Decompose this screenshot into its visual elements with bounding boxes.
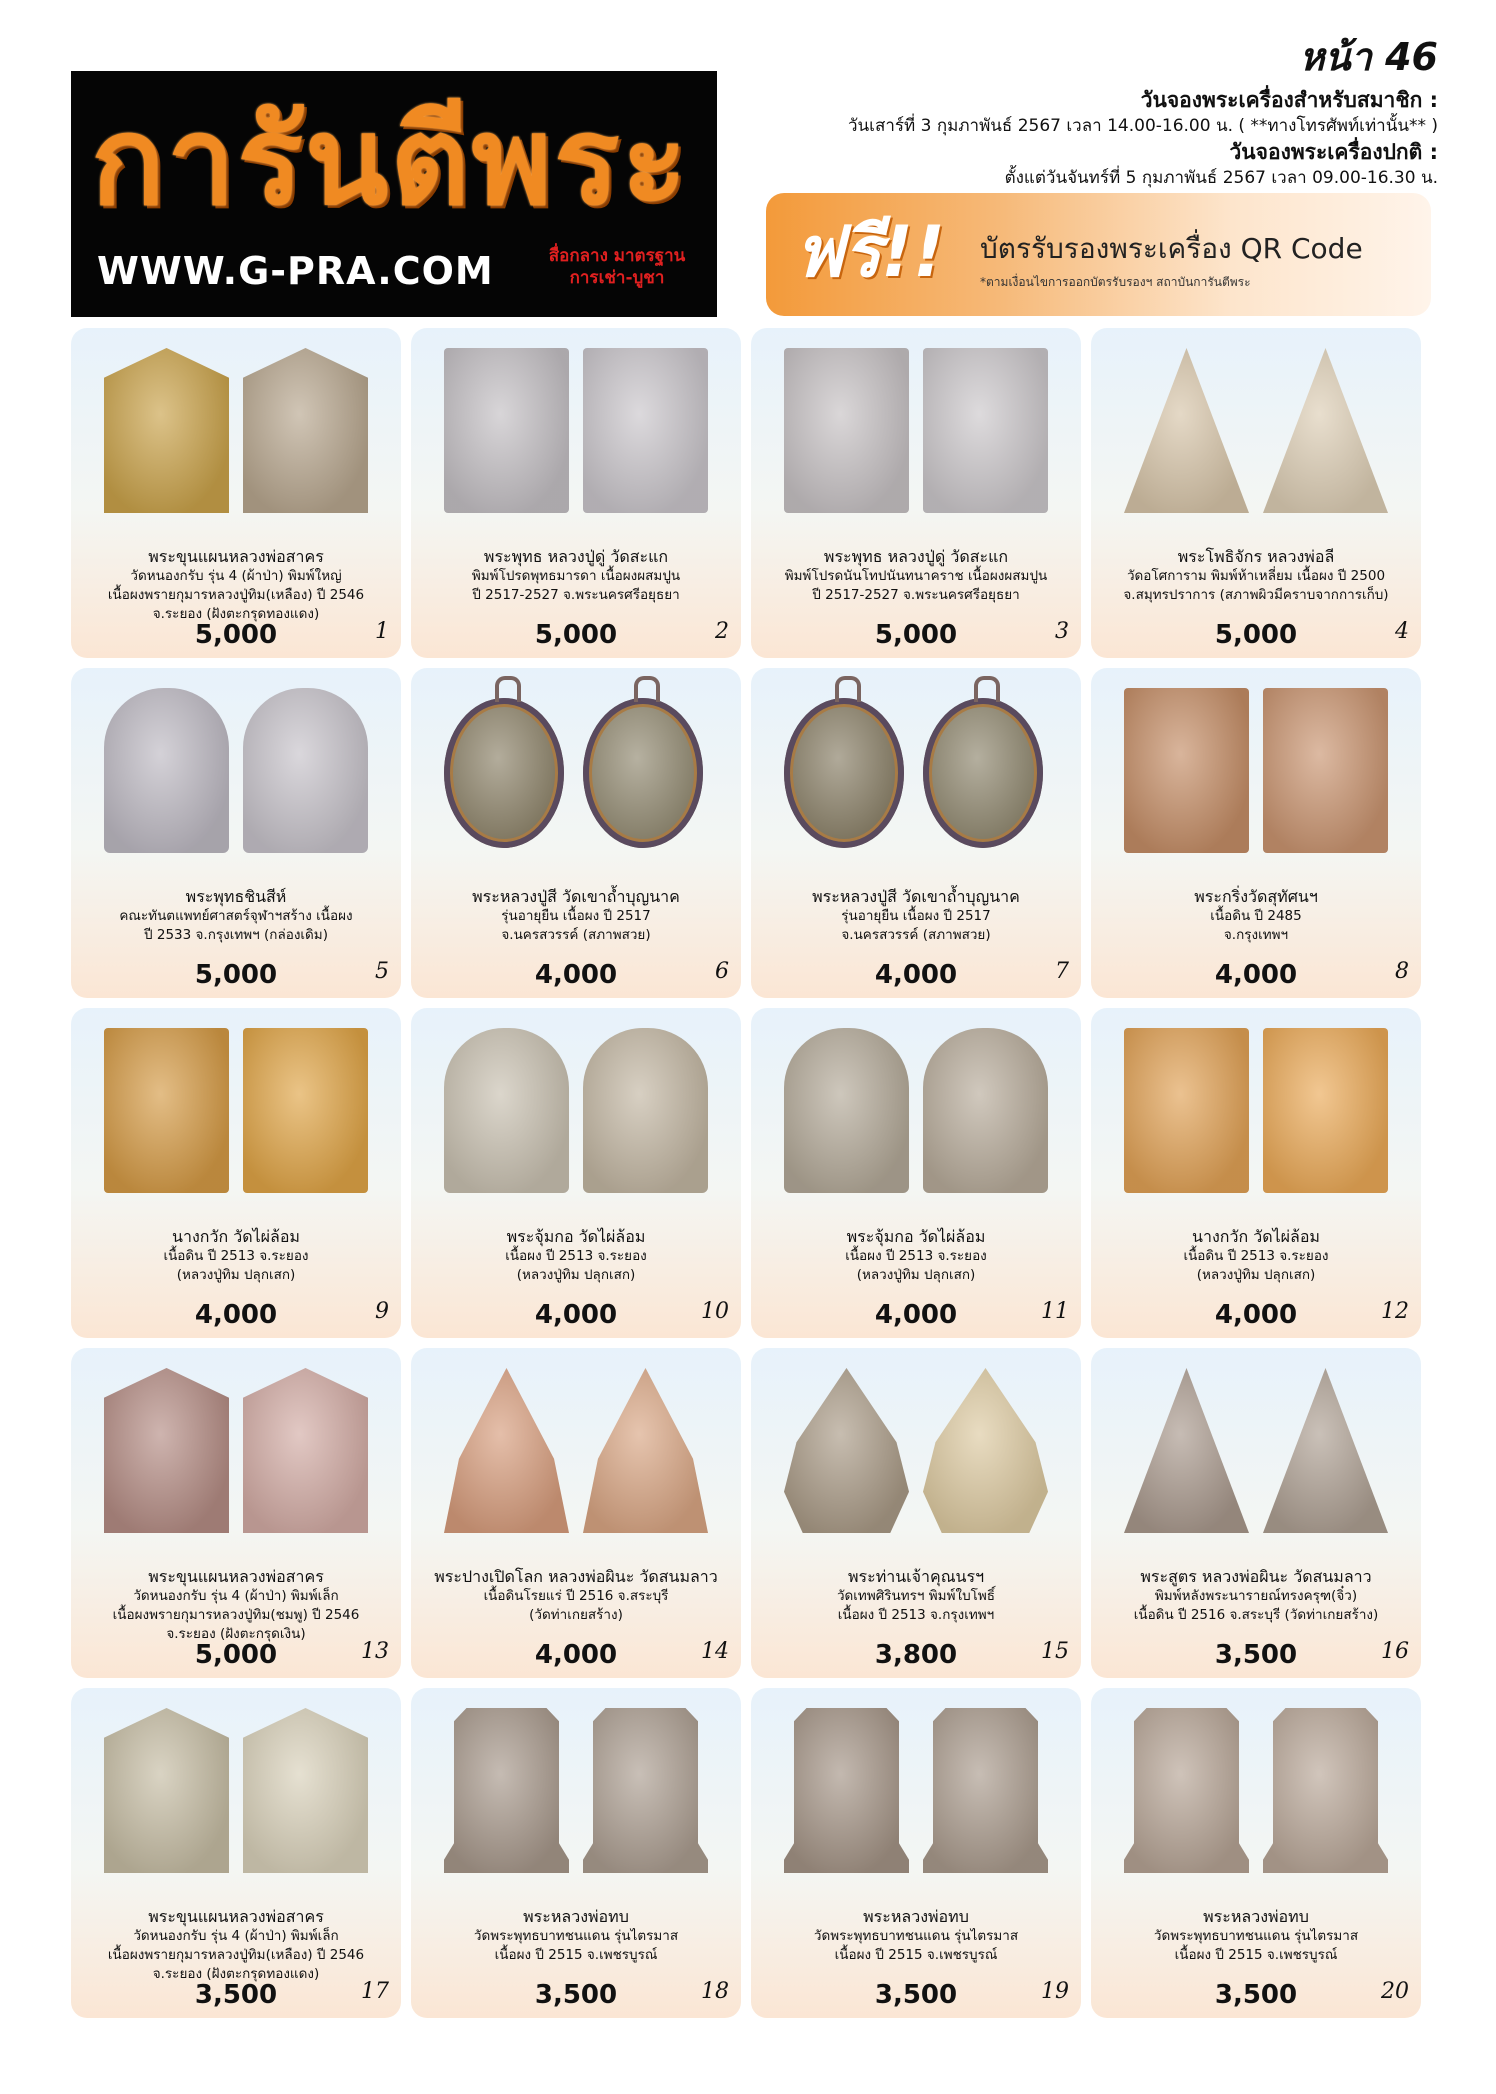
item-number: 9 xyxy=(375,1299,389,1324)
amulet-detail-line: วัดหนองกรับ รุ่น 4 (ผ้าป่า) พิมพ์เล็ก xyxy=(133,1928,339,1944)
amulet-detail-line: วัดพระพุทธบาทชนแดน รุ่นไตรมาส xyxy=(813,1928,1019,1944)
amulet-card[interactable] xyxy=(411,668,741,998)
amulet-detail-line: รุ่นอายุยืน เนื้อผง ปี 2517 xyxy=(501,908,651,924)
amulet-description xyxy=(77,1566,395,1644)
amulet-detail-line: วัดเทพศิรินทรฯ พิมพ์ใบโพธิ์ xyxy=(836,1588,996,1604)
amulet-description xyxy=(757,1566,1075,1625)
amulet-detail-line: เนื้อดิน ปี 2513 จ.ระยอง xyxy=(163,1248,309,1264)
amulet-card[interactable] xyxy=(71,1008,401,1338)
amulet-detail-line: ปี 2517-2527 จ.พระนครศรีอยุธยา xyxy=(472,587,680,603)
amulet-description xyxy=(1097,1906,1415,1965)
amulet-name: พระสูตร หลวงพ่อผินะ วัดสนมลาว xyxy=(1140,1567,1372,1586)
amulet-detail-line: วัดพระพุทธบาทชนแดน รุ่นไตรมาส xyxy=(473,1928,679,1944)
amulet-description xyxy=(77,1226,395,1285)
amulet-detail-line: เนื้อผงพรายกุมารหลวงปู่ทิม(ชมพู) ปี 2546 xyxy=(112,1607,360,1623)
amulet-name: พระกริ่งวัดสุทัศนฯ xyxy=(1194,887,1318,906)
amulet-detail-line: เนื้อผง ปี 2515 จ.เพชรบูรณ์ xyxy=(834,1947,998,1963)
amulet-detail-line: จ.สมุทรปราการ (สภาพผิวมีคราบจากการเก็บ) xyxy=(1123,587,1389,603)
member-booking-time: วันเสาร์ที่ 3 กุมภาพันธ์ 2567 เวลา 14.00-16.00 น. ( **ทางโทรศัพท์เท่านั้น** ) xyxy=(847,116,1438,136)
amulet-description xyxy=(77,886,395,945)
item-number: 2 xyxy=(715,619,729,644)
amulet-price: 3,500 xyxy=(534,1980,618,2010)
amulet-front-image xyxy=(1124,1708,1249,1873)
amulet-detail-line: พิมพ์หลังพระนารายณ์ทรงครุฑ(จิ๋ว) xyxy=(1154,1588,1358,1604)
amulet-front-image xyxy=(104,348,229,513)
amulet-detail-line: คณะทันตแพทย์ศาสตร์จุฬาฯสร้าง เนื้อผง xyxy=(119,908,353,924)
pendant-bail xyxy=(634,676,660,702)
amulet-price: 3,500 xyxy=(874,1980,958,2010)
pendant-bail xyxy=(835,676,861,702)
amulet-front-image xyxy=(444,698,564,848)
amulet-detail-line: จ.ระยอง (ฝังตะกรุดทองแดง) xyxy=(152,606,320,622)
amulet-name: พระหลวงปู่สี วัดเขาถ้ำบุญนาค xyxy=(812,887,1020,906)
amulet-back-image xyxy=(583,698,703,848)
amulet-case-frame xyxy=(583,698,703,848)
amulet-card[interactable] xyxy=(71,668,401,998)
amulet-back-image xyxy=(1263,1368,1388,1533)
amulet-front-image xyxy=(104,1708,229,1873)
amulet-price: 5,000 xyxy=(194,620,278,650)
amulet-detail-line: วัดพระพุทธบาทชนแดน รุ่นไตรมาส xyxy=(1153,1928,1359,1944)
amulet-grid xyxy=(71,328,1421,2018)
item-number: 20 xyxy=(1381,1979,1409,2004)
amulet-front-image xyxy=(1124,688,1249,853)
amulet-name: นางกวัก วัดไผ่ล้อม xyxy=(172,1227,300,1246)
amulet-price: 4,000 xyxy=(874,960,958,990)
amulet-description xyxy=(757,1906,1075,1965)
amulet-front-image xyxy=(444,348,569,513)
amulet-price: 3,800 xyxy=(874,1640,958,1670)
amulet-front-image xyxy=(784,698,904,848)
amulet-front-image xyxy=(104,1368,229,1533)
amulet-back-image xyxy=(243,348,368,513)
amulet-back-image xyxy=(1263,348,1388,513)
pendant-bail xyxy=(974,676,1000,702)
amulet-detail-line: เนื้อผง ปี 2513 จ.ระยอง xyxy=(845,1248,987,1264)
amulet-price: 4,000 xyxy=(1214,1300,1298,1330)
booking-info xyxy=(678,86,1438,190)
amulet-detail-line: เนื้อผง ปี 2515 จ.เพชรบูรณ์ xyxy=(494,1947,658,1963)
amulet-name: พระหลวงพ่อทบ xyxy=(1203,1907,1309,1926)
amulet-description xyxy=(417,1226,735,1285)
amulet-detail-line: จ.นครสวรรค์ (สภาพสวย) xyxy=(841,927,991,943)
amulet-back-image xyxy=(923,1028,1048,1193)
amulet-detail-line: ปี 2533 จ.กรุงเทพฯ (กล่องเดิม) xyxy=(144,927,328,943)
amulet-price: 5,000 xyxy=(1214,620,1298,650)
item-number: 3 xyxy=(1055,619,1069,644)
amulet-name: พระขุนแผนหลวงพ่อสาคร xyxy=(148,547,324,566)
amulet-back-image xyxy=(243,1028,368,1193)
amulet-back-image xyxy=(243,688,368,853)
amulet-price: 5,000 xyxy=(194,1640,278,1670)
amulet-name: พระพุทธ หลวงปู่ดู่ วัดสะแก xyxy=(483,547,669,566)
amulet-detail-line: ปี 2517-2527 จ.พระนครศรีอยุธยา xyxy=(812,587,1020,603)
logo-tagline-line: การเช่า-บูชา xyxy=(569,268,665,288)
amulet-price: 5,000 xyxy=(194,960,278,990)
amulet-front-image xyxy=(784,1028,909,1193)
amulet-detail-line: จ.กรุงเทพฯ xyxy=(1223,927,1289,943)
amulet-detail-line: (วัดท่าเกยสร้าง) xyxy=(529,1607,623,1623)
item-number: 4 xyxy=(1395,619,1409,644)
amulet-detail-line: พิมพ์โปรดพุทธมารดา เนื้อผงผสมปูน xyxy=(471,568,681,584)
amulet-description xyxy=(417,1906,735,1965)
amulet-detail-line: จ.ระยอง (ฝังตะกรุดเงิน) xyxy=(166,1626,306,1642)
item-number: 8 xyxy=(1395,959,1409,984)
amulet-card[interactable] xyxy=(751,668,1081,998)
amulet-description xyxy=(77,546,395,624)
logo-url[interactable]: WWW.G-PRA.COM xyxy=(97,249,494,293)
amulet-price: 3,500 xyxy=(194,1980,278,2010)
amulet-front-image xyxy=(104,1028,229,1193)
item-number: 17 xyxy=(361,1979,389,2004)
amulet-name: พระจุ้มกอ วัดไผ่ล้อม xyxy=(506,1227,646,1246)
amulet-detail-line: เนื้อดิน ปี 2516 จ.สระบุรี (วัดท่าเกยสร้าง) xyxy=(1133,1607,1379,1623)
amulet-name: พระขุนแผนหลวงพ่อสาคร xyxy=(148,1567,324,1586)
promo-free-label: ฟรี!! xyxy=(794,211,946,293)
amulet-card[interactable] xyxy=(411,328,741,658)
amulet-card[interactable] xyxy=(751,1688,1081,2018)
amulet-card[interactable] xyxy=(411,1348,741,1678)
amulet-detail-line: รุ่นอายุยืน เนื้อผง ปี 2517 xyxy=(841,908,991,924)
amulet-price: 3,500 xyxy=(1214,1640,1298,1670)
amulet-detail-line: เนื้อดิน ปี 2513 จ.ระยอง xyxy=(1183,1248,1329,1264)
amulet-detail-line: เนื้อผง ปี 2513 จ.ระยอง xyxy=(505,1248,647,1264)
amulet-front-image xyxy=(1124,1368,1249,1533)
amulet-detail-line: (หลวงปู่ทิม ปลุกเสก) xyxy=(516,1267,636,1283)
amulet-card[interactable] xyxy=(1091,1688,1421,2018)
member-booking-heading: วันจองพระเครื่องสำหรับสมาชิก : xyxy=(1140,88,1438,112)
qr-certificate-promo xyxy=(766,193,1431,316)
amulet-back-image xyxy=(583,348,708,513)
amulet-card[interactable] xyxy=(1091,1348,1421,1678)
amulet-description xyxy=(1097,1566,1415,1625)
amulet-name: พระท่านเจ้าคุณนรฯ xyxy=(847,1567,985,1586)
amulet-description xyxy=(417,1566,735,1625)
promo-note: *ตามเงื่อนไขการออกบัตรรับรองฯ สถาบันการันตีพระ xyxy=(980,275,1251,289)
amulet-description xyxy=(417,546,735,605)
amulet-description xyxy=(417,886,735,945)
amulet-description xyxy=(757,1226,1075,1285)
amulet-front-image xyxy=(1124,348,1249,513)
amulet-card[interactable] xyxy=(751,328,1081,658)
amulet-front-image xyxy=(1124,1028,1249,1193)
amulet-card[interactable] xyxy=(71,1688,401,2018)
amulet-card[interactable] xyxy=(1091,1008,1421,1338)
amulet-detail-line: เนื้อผงพรายกุมารหลวงปู่ทิม(เหลือง) ปี 2546 xyxy=(107,1947,365,1963)
amulet-detail-line: จ.นครสวรรค์ (สภาพสวย) xyxy=(501,927,651,943)
amulet-case-frame xyxy=(444,698,564,848)
amulet-name: พระขุนแผนหลวงพ่อสาคร xyxy=(148,1907,324,1926)
amulet-card[interactable] xyxy=(1091,668,1421,998)
amulet-back-image xyxy=(583,1028,708,1193)
amulet-name: พระหลวงพ่อทบ xyxy=(863,1907,969,1926)
amulet-front-image xyxy=(784,1708,909,1873)
amulet-price: 4,000 xyxy=(534,960,618,990)
amulet-detail-line: เนื้อดินโรยแร่ ปี 2516 จ.สระบุรี xyxy=(483,1588,669,1604)
amulet-description xyxy=(1097,1226,1415,1285)
amulet-case-frame xyxy=(784,698,904,848)
amulet-name: พระพุทธ หลวงปู่ดู่ วัดสะแก xyxy=(823,547,1009,566)
logo-title: การันตีพระ xyxy=(91,90,690,232)
amulet-price: 4,000 xyxy=(534,1300,618,1330)
normal-booking-heading: วันจองพระเครื่องปกติ : xyxy=(1229,140,1438,164)
amulet-description xyxy=(1097,886,1415,945)
item-number: 15 xyxy=(1041,1639,1069,1664)
amulet-card[interactable] xyxy=(751,1008,1081,1338)
normal-booking-time: ตั้งแต่วันจันทร์ที่ 5 กุมภาพันธ์ 2567 เวลา 09.00-16.30 น. xyxy=(1004,168,1438,188)
amulet-detail-line: วัดหนองกรับ รุ่น 4 (ผ้าป่า) พิมพ์ใหญ่ xyxy=(130,568,342,584)
page-number: หน้า 46 xyxy=(1299,35,1438,79)
amulet-back-image xyxy=(1263,1028,1388,1193)
amulet-description xyxy=(77,1906,395,1984)
amulet-detail-line: (หลวงปู่ทิม ปลุกเสก) xyxy=(1196,1267,1316,1283)
amulet-front-image xyxy=(784,348,909,513)
item-number: 14 xyxy=(701,1639,729,1664)
amulet-card[interactable] xyxy=(411,1008,741,1338)
amulet-price: 4,000 xyxy=(874,1300,958,1330)
logo-tagline xyxy=(527,245,707,289)
amulet-front-image xyxy=(784,1368,909,1533)
amulet-front-image xyxy=(444,1368,569,1533)
amulet-detail-line: วัดหนองกรับ รุ่น 4 (ผ้าป่า) พิมพ์เล็ก xyxy=(133,1588,339,1604)
amulet-back-image xyxy=(243,1708,368,1873)
amulet-description xyxy=(1097,546,1415,605)
amulet-detail-line: เนื้อผงพรายกุมารหลวงปู่ทิม(เหลือง) ปี 2546 xyxy=(107,587,365,603)
item-number: 19 xyxy=(1041,1979,1069,2004)
amulet-price: 5,000 xyxy=(534,620,618,650)
amulet-detail-line: จ.ระยอง (ฝังตะกรุดทองแดง) xyxy=(152,1966,320,1982)
item-number: 1 xyxy=(375,619,389,644)
amulet-price: 3,500 xyxy=(1214,1980,1298,2010)
amulet-card[interactable] xyxy=(1091,328,1421,658)
amulet-back-image xyxy=(1263,1708,1388,1873)
amulet-card[interactable] xyxy=(751,1348,1081,1678)
item-number: 10 xyxy=(701,1299,729,1324)
amulet-name: พระจุ้มกอ วัดไผ่ล้อม xyxy=(846,1227,986,1246)
logo-tagline-line: สื่อกลาง มาตรฐาน xyxy=(548,246,686,266)
amulet-name: พระหลวงปู่สี วัดเขาถ้ำบุญนาค xyxy=(472,887,680,906)
amulet-detail-line: เนื้อดิน ปี 2485 xyxy=(1210,908,1302,924)
item-number: 7 xyxy=(1055,959,1069,984)
amulet-card[interactable] xyxy=(71,328,401,658)
amulet-card[interactable] xyxy=(71,1348,401,1678)
item-number: 5 xyxy=(375,959,389,984)
amulet-name: พระโพธิจักร หลวงพ่อลี xyxy=(1177,547,1335,566)
amulet-name: พระปางเปิดโลก หลวงพ่อผินะ วัดสนมลาว xyxy=(434,1567,718,1586)
amulet-front-image xyxy=(444,1028,569,1193)
amulet-back-image xyxy=(923,1708,1048,1873)
item-number: 11 xyxy=(1041,1299,1069,1324)
amulet-price: 4,000 xyxy=(534,1640,618,1670)
amulet-description xyxy=(757,546,1075,605)
amulet-back-image xyxy=(1263,688,1388,853)
amulet-back-image xyxy=(583,1368,708,1533)
amulet-detail-line: เนื้อผง ปี 2513 จ.กรุงเทพฯ xyxy=(837,1607,995,1623)
amulet-price: 4,000 xyxy=(194,1300,278,1330)
amulet-case-frame xyxy=(923,698,1043,848)
item-number: 12 xyxy=(1381,1299,1409,1324)
amulet-back-image xyxy=(243,1368,368,1533)
amulet-price: 5,000 xyxy=(874,620,958,650)
amulet-front-image xyxy=(104,688,229,853)
item-number: 18 xyxy=(701,1979,729,2004)
amulet-description xyxy=(757,886,1075,945)
amulet-name: พระพุทธชินสีห์ xyxy=(185,887,287,906)
pendant-bail xyxy=(495,676,521,702)
amulet-back-image xyxy=(923,348,1048,513)
item-number: 6 xyxy=(715,959,729,984)
brand-logo[interactable] xyxy=(71,71,717,317)
item-number: 13 xyxy=(361,1639,389,1664)
amulet-card[interactable] xyxy=(411,1688,741,2018)
amulet-detail-line: พิมพ์โปรดนันโทปนันทนาคราช เนื้อผงผสมปูน xyxy=(784,568,1048,584)
amulet-back-image xyxy=(923,698,1043,848)
promo-text: บัตรรับรองพระเครื่อง QR Code xyxy=(980,232,1363,265)
amulet-front-image xyxy=(444,1708,569,1873)
amulet-back-image xyxy=(923,1368,1048,1533)
item-number: 16 xyxy=(1381,1639,1409,1664)
amulet-name: นางกวัก วัดไผ่ล้อม xyxy=(1192,1227,1320,1246)
amulet-name: พระหลวงพ่อทบ xyxy=(523,1907,629,1926)
amulet-price: 4,000 xyxy=(1214,960,1298,990)
amulet-back-image xyxy=(583,1708,708,1873)
amulet-detail-line: เนื้อผง ปี 2515 จ.เพชรบูรณ์ xyxy=(1174,1947,1338,1963)
amulet-detail-line: วัดอโศการาม พิมพ์ห้าเหลี่ยม เนื้อผง ปี 2500 xyxy=(1126,568,1386,584)
amulet-detail-line: (หลวงปู่ทิม ปลุกเสก) xyxy=(176,1267,296,1283)
amulet-detail-line: (หลวงปู่ทิม ปลุกเสก) xyxy=(856,1267,976,1283)
